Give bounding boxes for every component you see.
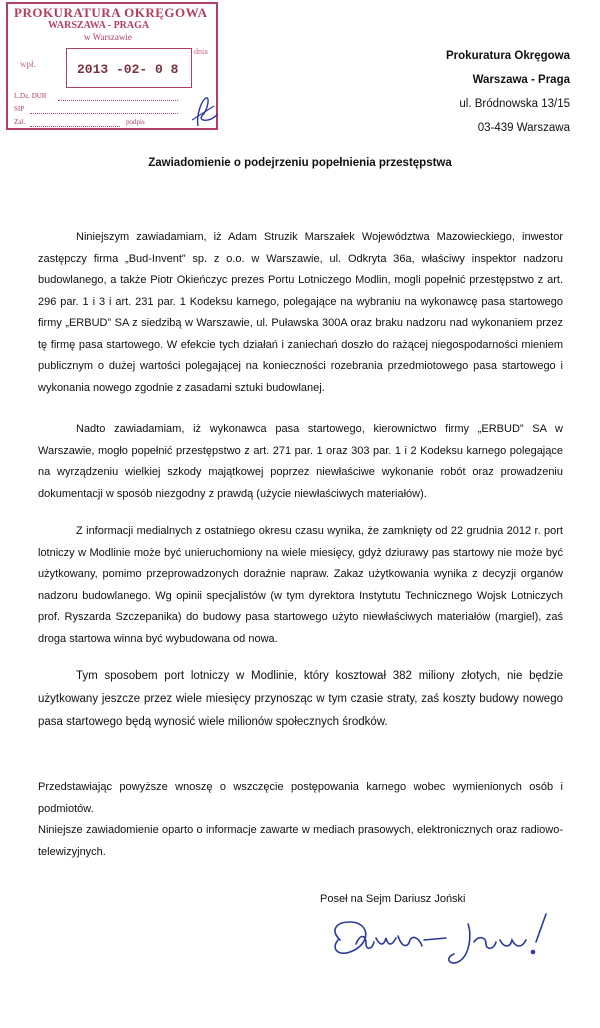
stamp-ldz-line [58, 100, 178, 101]
paragraph-6: Niniejsze zawiadomienie oparto o informacje zawarte w mediach prasowych, elektronicznych oraz radiowo-telewizyjnych. [38, 824, 563, 858]
stamp-date: 2013 -02- 0 8 [77, 62, 179, 77]
addressee-postal: 03-439 Warszawa [477, 122, 570, 134]
stamp-date-box [66, 48, 192, 88]
paragraph-1: Niniejszym zawiadamiam, iż Adam Struzik Marszałek Województwa Mazowieckiego, inwestor zastępczy firma „Bud-Invent” sp. z o.o. w Warszawie, ul. Odkryta 36a, właściwy inspektor nadzoru budowlanego, a także Piotr Okieńczyc prezes Portu Lotniczego Modlin, mogli popełnić przestępstwo z art. 296 par. 1 i 3 i art. 231 par. 1 Kodeksu karnego, polegające na wybraniu na wykonawcę pasa startowego firmy „ERBUD” SA z siedzibą w Warszawie, ul. Puławska 300A oraz braku nadzoru nad wykonaniem przez tę firmę pasa startowego. W efekcie tych działań i zaniechań doszło do rażącej niegospodarności mieniem publicznym o dużej wartości polegającej na konieczności rozebrania przedmiotowego pasa startowego i wykonania nowego zgodnie z zasadami sztuki budowlanej. [38, 231, 563, 394]
stamp-sip-line [30, 113, 178, 114]
paragraph-5: Przedstawiając powyższe wnoszę o wszczęcie postępowania karnego wobec wymienionych osób i podmiotów. [38, 781, 563, 815]
handwritten-signature [310, 900, 570, 970]
paragraph-3: Z informacji medialnych z ostatniego okresu czasu wynika, że zamknięty od 22 grudnia 2012 r. port lotniczy w Modlinie może być unieruchomiony na wiele miesięcy, gdyż dziurawy pas startowy nie może być użytkowany, pomimo przeprowadzonych doraźnie napraw. Zakaz użytkowania wynika z decyzji organów nadzoru budowlanego. Wg opinii specjalistów (w tym dyrektora Instytutu Technicznego Wojsk Lotniczych prof. Ryszarda Szczepanika) do budowy pasa startowego użyto niewłaściwych materiałów (margiel), zaś droga startowa winna być wybudowana od nowa. [38, 525, 563, 645]
addressee-district: Warszawa - Praga [472, 74, 570, 86]
addressee-block [446, 44, 570, 140]
paragraph-4: Tym sposobem port lotniczy w Modlinie, który kosztował 382 miliony złotych, nie będzie użytkowany jeszcze przez wiele miesięcy przynosząc w tym czasie straty, zaś koszty budowy nowego pasa startowego będą wynosić wiele milionów społecznych środków. [38, 670, 563, 728]
signer-title: Poseł na Sejm Dariusz Joński [320, 893, 466, 905]
stamp-office-name: PROKURATURA OKRĘGOWA [14, 5, 208, 20]
stamp-office-district: WARSZAWA - PRAGA [48, 20, 150, 31]
stamp-date-label: dnia [194, 47, 208, 56]
stamp-received-label: wpł. [20, 59, 36, 69]
addressee-name: Prokuratura Okręgowa [446, 50, 570, 62]
stamp-zal-line [30, 126, 120, 127]
paragraph-2: Nadto zawiadamiam, iż wykonawca pasa startowego, kierownictwo firmy „ERBUD” SA w Warszawie, mogło popełnić przestępstwo z art. 271 par. 1 oraz 303 par. 1 i 2 Kodeksu karnego polegające na wyrządzeniu wielkiej szkody majątkowej poprzez niewłaściwe wykonanie robót oraz prowadzeniu dokumentacji w sposób niezgodny z prawdą (użycie niewłaściwych materiałów). [38, 423, 563, 500]
registry-stamp [6, 2, 218, 130]
document-subject: Zawiadomienie o podejrzeniu popełnienia przestępstwa [148, 157, 452, 169]
stamp-ldz-label: L.Dz. DUR [14, 92, 47, 100]
stamp-sip-label: SIP [14, 105, 25, 113]
stamp-podpis-label: podpis [126, 118, 145, 126]
addressee-street: ul. Bródnowska 13/15 [459, 98, 570, 110]
stamp-initials-signature [184, 94, 222, 130]
stamp-office-city: w Warszawie [84, 32, 132, 42]
stamp-zal-label: Zał. [14, 118, 26, 126]
